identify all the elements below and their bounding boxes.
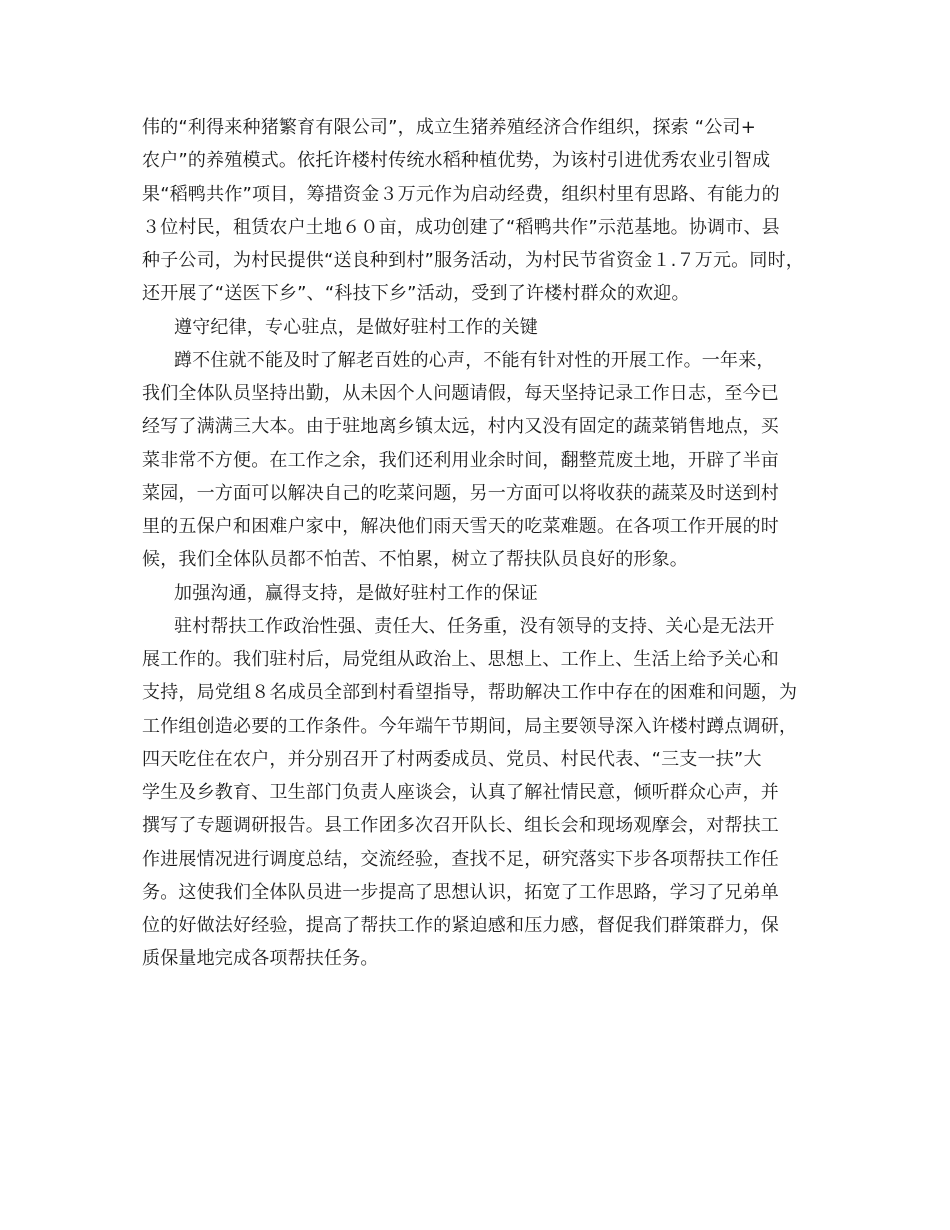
text-line: 经写了满满三大本。由于驻地离乡镇太远，村内又没有固定的蔬菜销售地点，买 bbox=[142, 416, 779, 438]
text-line: 候，我们全体队员都不怕苦、不怕累，树立了帮扶队员良好的形象。 bbox=[142, 549, 688, 571]
paragraph-heading-or-start-line: 加强沟通，赢得支持，是做好驻村工作的保证 bbox=[174, 582, 538, 604]
text-line: 展工作的。我们驻村后，局党组从政治上、思想上、工作上、生活上给予关心和 bbox=[142, 649, 779, 670]
text-line: 位的好做法好经验，提高了帮扶工作的紧迫感和压力感，督促我们群策群力，保 bbox=[142, 915, 779, 936]
text-line: 伟的“利得来种猪繁育有限公司”，成立生猪养殖经济合作组织，探索 “公司+ bbox=[142, 117, 756, 138]
paragraph-heading-or-start-line: 遵守纪律，专心驻点，是做好驻村工作的关键 bbox=[174, 316, 538, 338]
text-line: 质保量地完成各项帮扶任务。 bbox=[142, 948, 379, 970]
text-line: 撰写了专题调研报告。县工作团多次召开队长、组长会和现场观摩会，对帮扶工 bbox=[142, 815, 779, 837]
text-line: 果“稻鸭共作”项目，筹措资金３万元作为启动经费，组织村里有思路、有能力的 bbox=[142, 183, 780, 205]
text-line: 支持，局党组８名成员全部到村看望指导，帮助解决工作中存在的困难和问题，为 bbox=[142, 682, 798, 704]
text-line: 农户”的养殖模式。依托许楼村传统水稻种植优势，为该村引进优秀农业引智成 bbox=[142, 150, 771, 172]
text-line: 种子公司，为村民提供“送良种到村”服务活动，为村民节省资金１.７万元。同时， bbox=[142, 250, 804, 271]
text-line: 学生及乡教育、卫生部门负责人座谈会，认真了解社情民意，倾听群众心声，并 bbox=[142, 782, 779, 803]
paragraph-heading-or-start-line: 驻村帮扶工作政治性强、责任大、任务重，没有领导的支持、关心是无法开 bbox=[174, 615, 775, 637]
text-line: 作进展情况进行调度总结，交流经验，查找不足，研究落实下步各项帮扶工作任 bbox=[142, 848, 779, 870]
text-line: 里的五保户和困难户家中，解决他们雨天雪天的吃菜难题。在各项工作开展的时 bbox=[142, 516, 779, 537]
body-text bbox=[142, 111, 842, 976]
text-line: 还开展了“送医下乡”、“科技下乡”活动，受到了许楼村群众的欢迎。 bbox=[142, 283, 690, 305]
text-line: 菜园，一方面可以解决自己的吃菜问题，另一方面可以将收获的蔬菜及时送到村 bbox=[142, 482, 779, 504]
text-line: 四天吃住在农户，并分别召开了村两委成员、党员、村民代表、“三支一扶”大 bbox=[142, 748, 762, 770]
text-line: 我们全体队员坚持出勤，从未因个人问题请假，每天坚持记录工作日志，至今已 bbox=[142, 383, 779, 404]
text-line: 务。这使我们全体队员进一步提高了思想认识，拓宽了工作思路，学习了兄弟单 bbox=[142, 881, 779, 903]
text-line: 工作组创造必要的工作条件。今年端午节期间，局主要领导深入许楼村蹲点调研， bbox=[142, 715, 798, 737]
paragraph-heading-or-start-line: 蹲不住就不能及时了解老百姓的心声，不能有针对性的开展工作。一年来， bbox=[174, 349, 775, 371]
text-line: ３位村民，租赁农户土地６０亩，成功创建了“稻鸭共作”示范基地。协调市、县 bbox=[142, 216, 780, 238]
text-line: 菜非常不方便。在工作之余，我们还利用业余时间，翻整荒废土地，开辟了半亩 bbox=[142, 449, 779, 471]
